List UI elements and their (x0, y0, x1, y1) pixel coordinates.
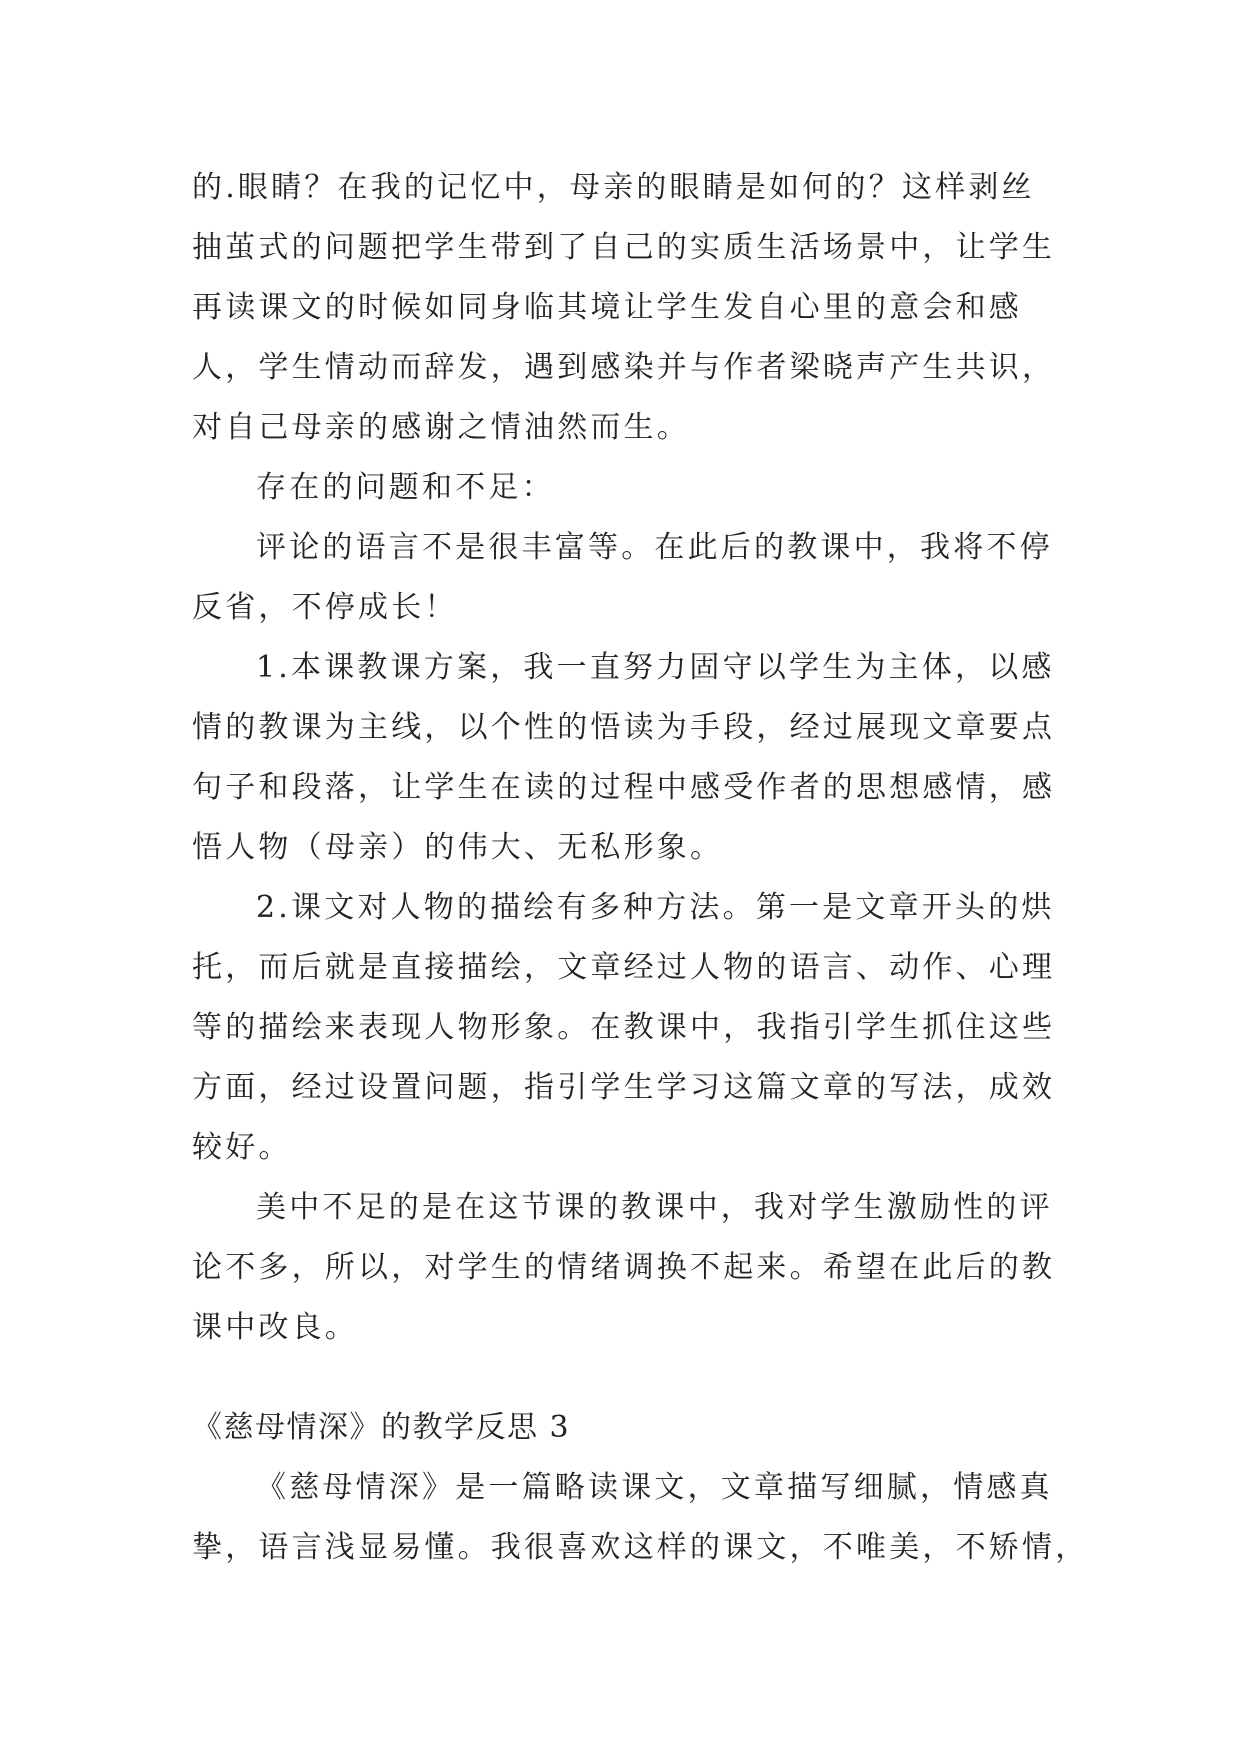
text-line: 情的教课为主线，以个性的悟读为手段，经过展现文章要点 (192, 710, 1056, 745)
text-line: 托，而后就是直接描绘，文章经过人物的语言、动作、心理 (192, 950, 1056, 985)
text-line: 方面，经过设置问题，指引学生学习这篇文章的写法，成效 (192, 1070, 1056, 1105)
text-line: 人，学生情动而辞发，遇到感染并与作者梁晓声产生共识， (192, 350, 1056, 385)
text-line: 美中不足的是在这节课的教课中，我对学生激励性的评 (256, 1190, 1053, 1225)
text-line: 再读课文的时候如同身临其境让学生发自心里的意会和感 (192, 290, 1022, 325)
text-line: 存在的问题和不足： (256, 470, 555, 505)
text-line: 较好。 (192, 1130, 292, 1165)
text-line: 1.本课教课方案，我一直努力固守以学生为主体，以感 (256, 650, 1055, 685)
text-line: 句子和段落，让学生在读的过程中感受作者的思想感情，感 (192, 770, 1056, 805)
section-heading: 《慈母情深》的教学反思 3 (192, 1410, 571, 1445)
text-line: 《慈母情深》是一篇略读课文，文章描写细腻，情感真 (256, 1470, 1053, 1505)
text-line: 挚，语言浅显易懂。我很喜欢这样的课文，不唯美，不矫情， (192, 1530, 1089, 1565)
text-line: 反省，不停成长！ (192, 590, 458, 625)
text-line: 课中改良。 (192, 1310, 358, 1345)
text-line: 评论的语言不是很丰富等。在此后的教课中，我将不停 (256, 530, 1053, 565)
text-line: 的.眼睛？在我的记忆中，母亲的眼睛是如何的？这样剥丝 (192, 170, 1035, 205)
text-line: 等的描绘来表现人物形象。在教课中，我指引学生抓住这些 (192, 1010, 1056, 1045)
text-line: 对自己母亲的感谢之情油然而生。 (192, 410, 690, 445)
text-line: 抽茧式的问题把学生带到了自己的实质生活场景中，让学生 (192, 230, 1056, 265)
text-line: 悟人物（母亲）的伟大、无私形象。 (192, 830, 724, 865)
text-line: 论不多，所以，对学生的情绪调换不起来。希望在此后的教 (192, 1250, 1056, 1285)
text-line: 2.课文对人物的描绘有多种方法。第一是文章开头的烘 (256, 890, 1055, 925)
